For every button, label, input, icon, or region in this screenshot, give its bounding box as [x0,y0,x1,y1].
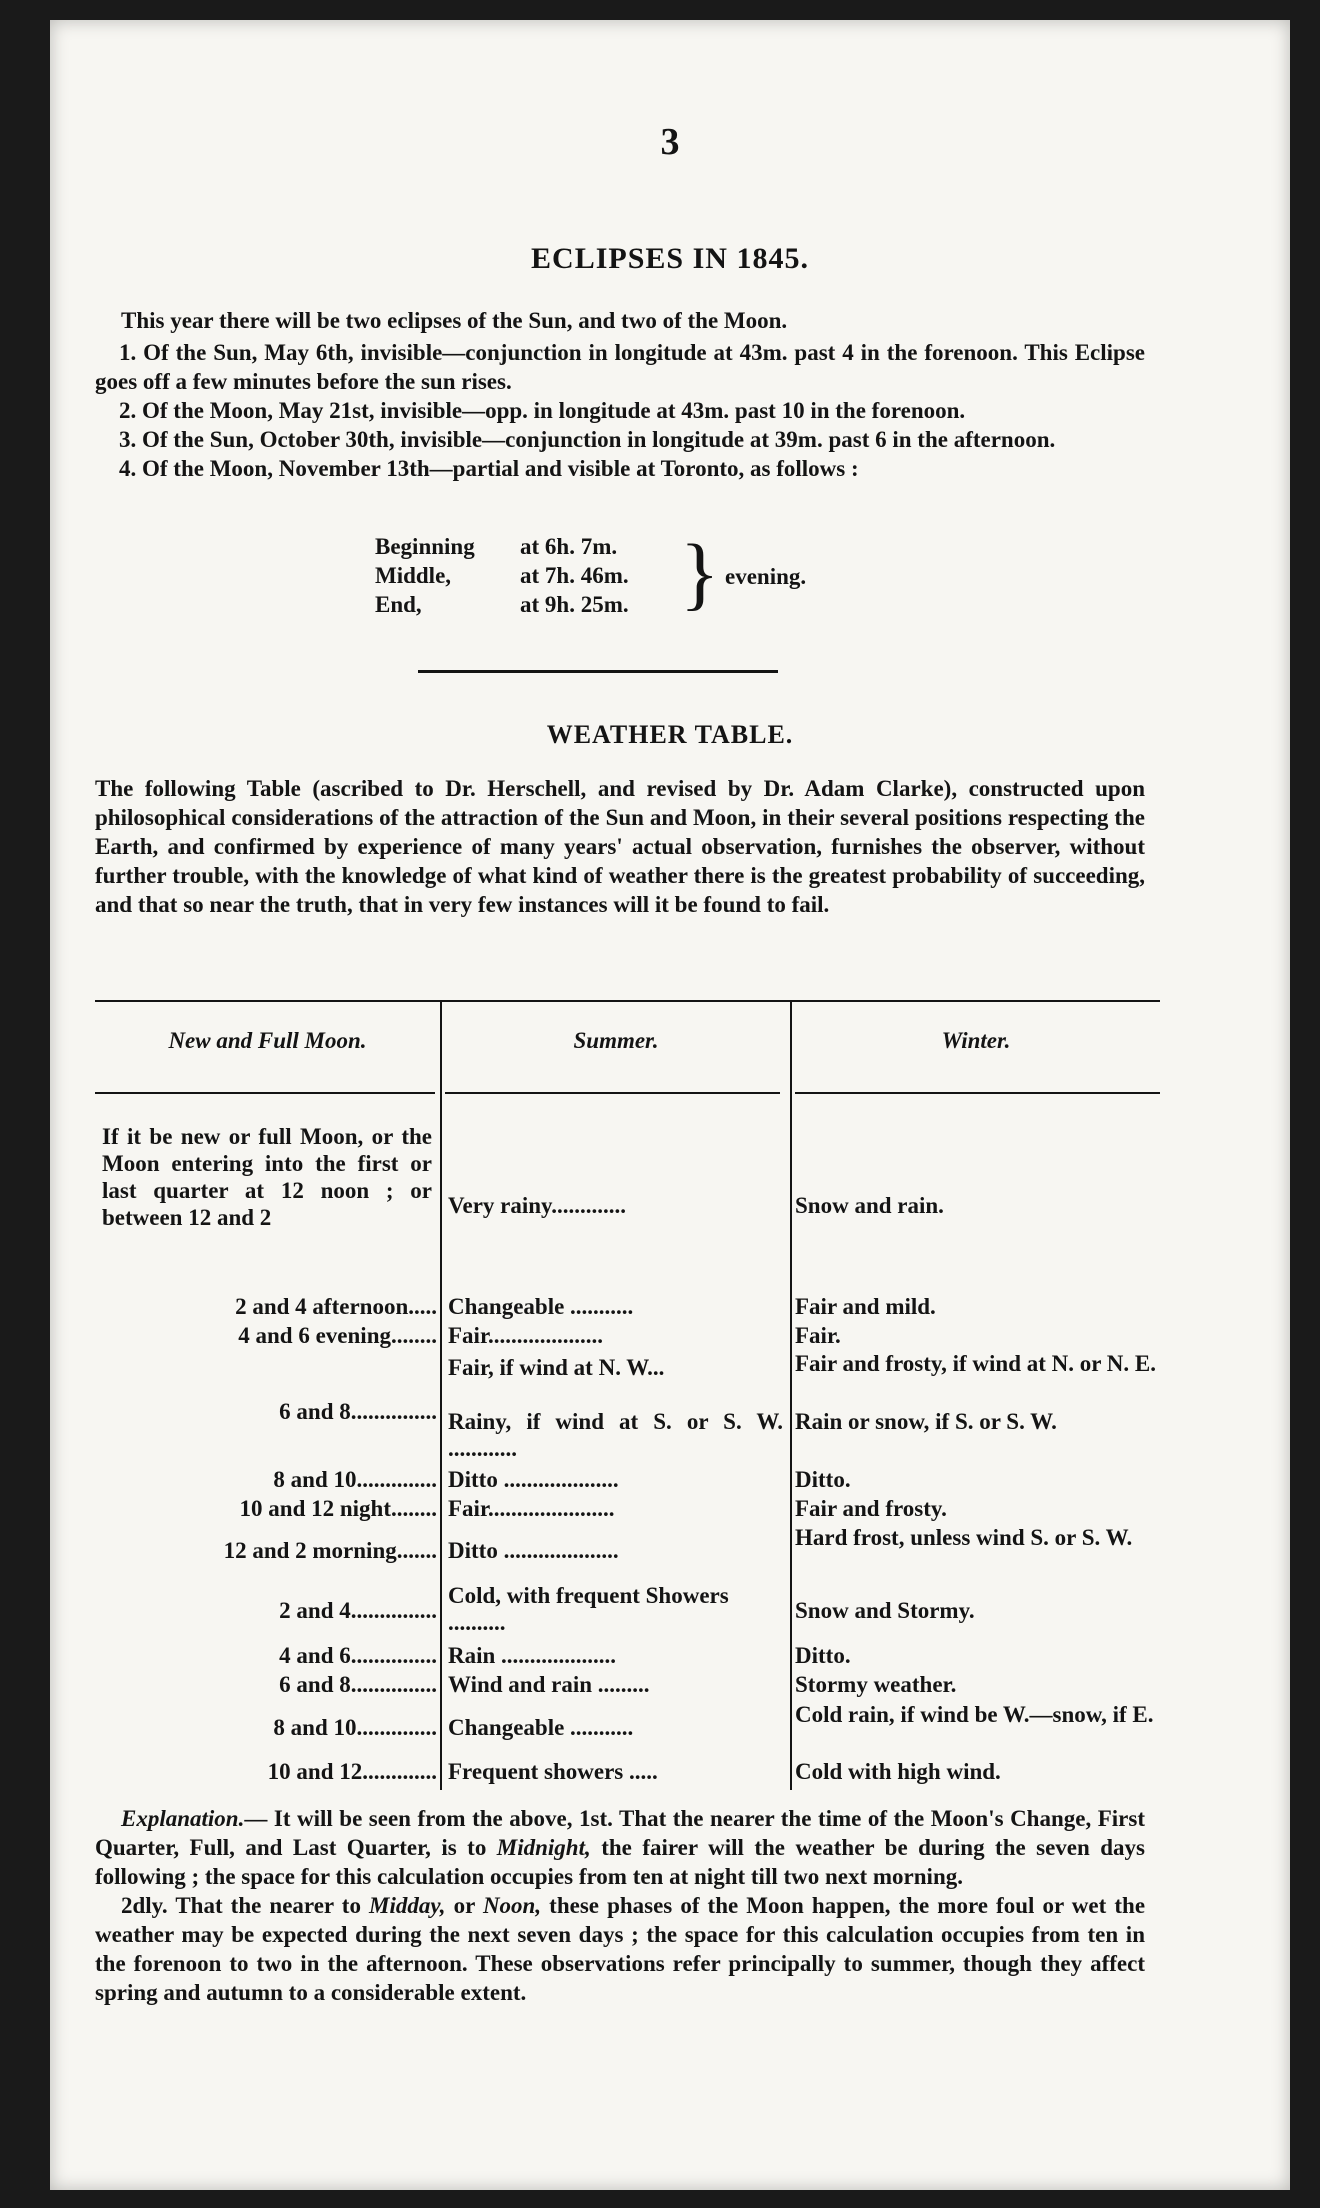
phase-end [375,590,670,619]
phase-time: at 9h. 25m. [520,592,629,617]
eclipses-list [95,338,1145,483]
table-head-rule-2 [445,1092,780,1094]
table-row-summer: Fair...................... [448,1496,615,1521]
table-row-winter: Ditto. [795,1467,851,1492]
table-row-moon: If it be new or full Moon, or the Moon entering into the first or last quarter at 12 noon ; or between 12 and 2 [102,1124,432,1230]
emphasis-midnight: Midnight, [496,1835,591,1860]
table-row-winter: Cold rain, if wind be W.—snow, if E. [795,1702,1154,1727]
header-winter: Winter. [941,1028,1011,1053]
eclipse-item-3: 3. Of the Sun, October 30th, invisible—conjunction in longitude at 39m. past 6 in the afternoon. [119,427,1056,452]
explanation-text: 2dly. That the nearer to [121,1893,361,1918]
explanation-paragraph-1 [95,1804,1145,1891]
explanation-label: Explanation. [121,1806,245,1831]
table-row-moon: 10 and 12 night........ [239,1496,437,1521]
table-row-winter: Fair and frosty. [795,1496,947,1521]
table-row-summer: Very rainy............. [448,1193,627,1218]
eclipse-item-1: 1. Of the Sun, May 6th, invisible—conjunction in longitude at 43m. past 4 in the forenoon. This Eclipse goes off a few minutes before the sun rises. [95,340,1145,394]
table-row-winter: Fair. [795,1323,841,1348]
table-top-rule [95,1000,1160,1002]
table-row-winter: Snow and rain. [795,1193,944,1218]
table-row-winter-a: Fair and frosty, if wind at N. or N. E. [795,1351,1157,1376]
explanation-paragraph-2 [95,1891,1145,2007]
table-row-winter: Ditto. [795,1643,851,1668]
table-row-summer: Fair.................... [448,1323,604,1348]
table-row-moon: 2 and 4............... [279,1598,437,1623]
phase-beginning [375,532,670,561]
table-row-moon: 8 and 10.............. [273,1467,437,1492]
table-column-divider-2 [790,1000,792,1790]
phases-note: evening. [725,564,807,589]
eclipses-intro: This year there will be two eclipses of the Sun, and two of the Moon. [121,308,788,333]
header-new-full-moon: New and Full Moon. [168,1028,367,1053]
table-row-summer: Frequent showers ..... [448,1759,658,1784]
explanation-text: — It will be seen from the above, 1st. That the nearer the time of the Moon's Change, First Quarter, Full, and Last Quarter, is to [95,1806,1145,1860]
table-column-divider-1 [440,1000,442,1790]
table-row-moon: 6 and 8............... [279,1399,437,1424]
table-row-summer: Changeable ........... [448,1294,634,1319]
header-summer: Summer. [573,1028,659,1053]
table-row-moon: 12 and 2 morning....... [223,1538,437,1563]
table-row-moon: 8 and 10.............. [273,1715,437,1740]
phase-middle [375,561,670,590]
weather-intro: The following Table (ascribed to Dr. Herschell, and revised by Dr. Adam Clarke), constructed upon philosophical considerations of the attraction of the Sun and Moon, in their several positions respecting the Earth, and confirmed by experience of many years' actual observation, furnishes the observer, without further trouble, with the knowledge of what kind of weather there is the greatest probability of succeeding, and that so near the truth, that in very few instances will it be found to fail. [95,776,1145,917]
explanation-text: these phases of the Moon happen, the more foul or wet the weather may be expected during the next seven days ; the space for this calculation occupies from ten in the forenoon to two in the afternoon. These observations refer principally to summer, though they affect spring and autumn to a considerable extent. [95,1893,1146,2005]
phase-brace: } [680,527,720,618]
table-head-rule-3 [795,1092,1160,1094]
table-row-moon: 4 and 6............... [279,1643,437,1668]
table-row-summer: Changeable ........... [448,1715,634,1740]
table-row-summer: Cold, with frequent Showers .......... [448,1583,729,1635]
explanation-text: or [453,1893,475,1918]
table-row-winter: Fair and mild. [795,1294,936,1319]
eclipse-item-4: 4. Of the Moon, November 13th—partial and visible at Toronto, as follows : [119,456,859,481]
table-row-winter: Stormy weather. [795,1672,957,1697]
explanation-text: the fairer will the weather be during the seven days following ; the space for this calculation occupies from ten at night till two next morning. [95,1835,1146,1889]
table-row-summer-a: Fair, if wind at N. W... [448,1355,665,1380]
phase-label: Middle, [375,563,452,588]
table-row-moon: 4 and 6 evening........ [238,1323,437,1348]
eclipse-phases [375,527,807,619]
emphasis-noon: Noon, [482,1893,542,1918]
book-page [50,20,1290,2190]
table-row-summer: Wind and rain ......... [448,1672,650,1697]
phase-time: at 7h. 46m. [520,563,629,588]
emphasis-midday: Midday, [369,1893,446,1918]
table-row-winter-b: Rain or snow, if S. or S. W. [795,1409,1057,1434]
phase-label: Beginning [375,534,475,559]
table-row-moon: 2 and 4 afternoon..... [235,1294,437,1319]
table-row-moon: 10 and 12............. [267,1759,437,1784]
table-row-summer-b: Rainy, if wind at S. or S. W. ............ [448,1409,783,1461]
table-row-summer: Rain .................... [448,1643,617,1668]
table-row-winter: Cold with high wind. [795,1759,1001,1784]
table-row-moon: 6 and 8............... [279,1672,437,1697]
phase-time: at 6h. 7m. [520,534,618,559]
eclipse-item-2: 2. Of the Moon, May 21st, invisible—opp. in longitude at 43m. past 10 in the forenoon. [119,398,966,423]
explanation [95,1804,1145,2007]
phase-label: End, [375,592,422,617]
table-row-winter: Hard frost, unless wind S. or S. W. [795,1525,1133,1550]
table-row-summer: Ditto .................... [448,1538,619,1563]
page-number: 3 [660,121,680,163]
section-divider [418,670,778,673]
eclipses-title: ECLIPSES IN 1845. [531,242,809,275]
table-head-rule-1 [95,1092,435,1094]
table-row-summer: Ditto .................... [448,1467,619,1492]
table-row-winter: Snow and Stormy. [795,1598,975,1623]
weather-title: WEATHER TABLE. [546,720,794,749]
